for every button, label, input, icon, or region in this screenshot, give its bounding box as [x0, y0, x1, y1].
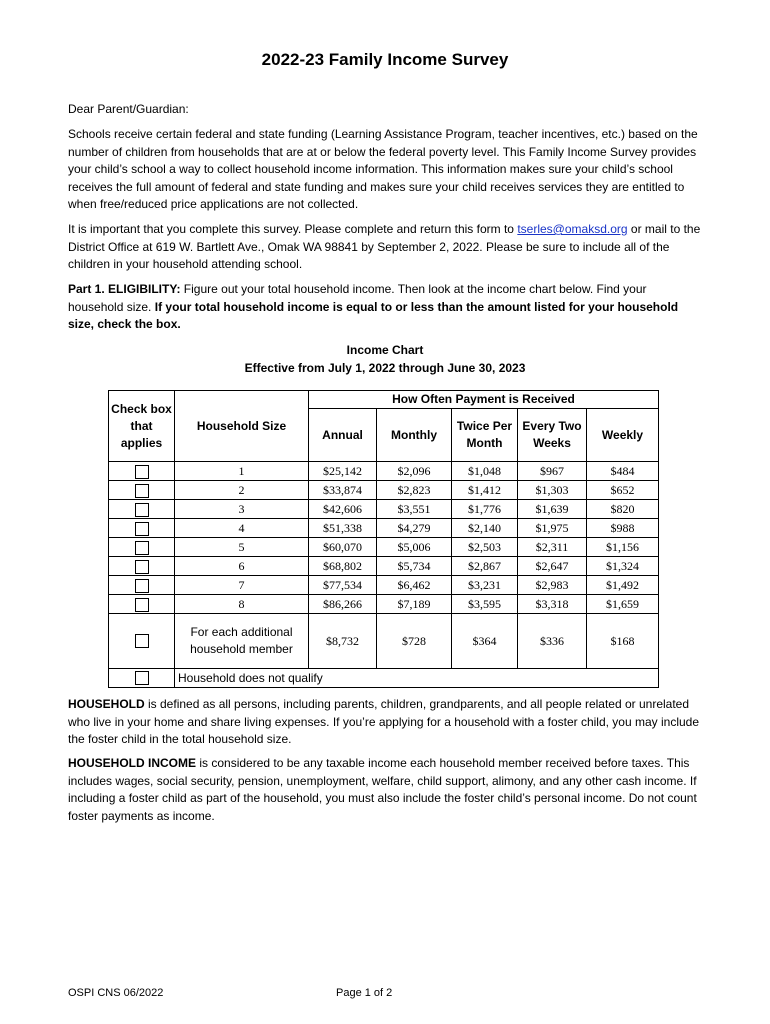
page-number: Page 1 of 2 [336, 987, 393, 999]
page-title: 2022-23 Family Income Survey [261, 50, 509, 69]
household-definition [68, 696, 702, 749]
monthly-value: $4,279 [377, 519, 452, 538]
part1-text: Figure out your total household income. Then look at the income chart below. Find your household size. [68, 282, 647, 314]
checkbox-additional[interactable] [135, 634, 149, 648]
checkbox-size-7[interactable] [135, 579, 149, 593]
additional-weekly: $168 [587, 614, 659, 669]
weekly-value: $652 [587, 481, 659, 500]
twice-monthly-value: $2,503 [452, 538, 518, 557]
household-size-value: 5 [175, 538, 309, 557]
payment-frequency-header: How Often Payment is Received [309, 391, 659, 409]
return-text-after: or mail to the District Office at 619 W. Bartlett Ave., Omak WA 98841 by September 2, 2022. Please be sure to include all of the children in your household attending school. [68, 222, 701, 271]
email-link[interactable]: tserles@omaksd.org [517, 222, 628, 236]
checkbox-cell [109, 481, 175, 500]
checkbox-cell [109, 538, 175, 557]
biweekly-value: $967 [518, 462, 587, 481]
twice-monthly-value: $1,412 [452, 481, 518, 500]
household-size-value: 3 [175, 500, 309, 519]
income-row [109, 557, 659, 576]
income-chart-table [108, 390, 659, 688]
biweekly-value: $1,975 [518, 519, 587, 538]
checkbox-cell [109, 595, 175, 614]
annual-value: $68,802 [309, 557, 377, 576]
weekly-value: $820 [587, 500, 659, 519]
checkbox-size-4[interactable] [135, 522, 149, 536]
biweekly-value: $2,311 [518, 538, 587, 557]
part1-label: Part 1. ELIGIBILITY: [68, 282, 181, 296]
weekly-value: $988 [587, 519, 659, 538]
chart-subtitle: Effective from July 1, 2022 through June 30, 2023 [244, 361, 526, 375]
income-row [109, 519, 659, 538]
twice-monthly-value: $2,140 [452, 519, 518, 538]
checkbox-size-6[interactable] [135, 560, 149, 574]
income-term: HOUSEHOLD INCOME [68, 756, 197, 770]
col-twice-per-month-header: Twice Per Month [452, 409, 518, 462]
biweekly-value: $1,303 [518, 481, 587, 500]
additional-annual: $8,732 [309, 614, 377, 669]
annual-value: $25,142 [309, 462, 377, 481]
checkbox-cell [109, 576, 175, 595]
not-qualify-checkbox-cell [109, 669, 175, 688]
household-size-header: Household Size [175, 391, 309, 462]
part1-paragraph [68, 281, 702, 334]
household-size-value: 2 [175, 481, 309, 500]
income-definition [68, 755, 702, 825]
monthly-value: $7,189 [377, 595, 452, 614]
twice-monthly-value: $1,048 [452, 462, 518, 481]
checkbox-cell [109, 462, 175, 481]
monthly-value: $2,096 [377, 462, 452, 481]
col-monthly-header: Monthly [377, 409, 452, 462]
checkbox-size-2[interactable] [135, 484, 149, 498]
income-row [109, 462, 659, 481]
checkbox-size-3[interactable] [135, 503, 149, 517]
col-every-two-weeks-header: Every Two Weeks [518, 409, 587, 462]
twice-monthly-value: $1,776 [452, 500, 518, 519]
weekly-value: $1,659 [587, 595, 659, 614]
household-size-value: 7 [175, 576, 309, 595]
return-paragraph [68, 221, 702, 274]
additional-member-label: For each additional household member [175, 614, 309, 669]
monthly-value: $5,734 [377, 557, 452, 576]
checkbox-cell [109, 557, 175, 576]
checkbox-size-5[interactable] [135, 541, 149, 555]
weekly-value: $1,492 [587, 576, 659, 595]
annual-value: $60,070 [309, 538, 377, 557]
weekly-value: $484 [587, 462, 659, 481]
checkbox-size-8[interactable] [135, 598, 149, 612]
biweekly-value: $2,647 [518, 557, 587, 576]
intro-paragraph: Schools receive certain federal and state funding (Learning Assistance Program, teacher incentives, etc.) based on the number of children from households that are at or below the federal poverty level. This Family Income Survey provides your child’s school a way to collect household income information. This information makes sure your child’s school receives the full amount of federal and state funding and makes sure your child receives services they are entitled to when free/reduced price applications are not collected. [68, 127, 698, 211]
additional-checkbox-cell [109, 614, 175, 669]
weekly-value: $1,324 [587, 557, 659, 576]
annual-value: $86,266 [309, 595, 377, 614]
annual-value: $33,874 [309, 481, 377, 500]
annual-value: $51,338 [309, 519, 377, 538]
biweekly-value: $3,318 [518, 595, 587, 614]
twice-monthly-value: $2,867 [452, 557, 518, 576]
twice-monthly-value: $3,595 [452, 595, 518, 614]
salutation: Dear Parent/Guardian: [68, 102, 189, 116]
income-row [109, 538, 659, 557]
household-size-value: 6 [175, 557, 309, 576]
not-qualify-label: Household does not qualify [175, 669, 659, 688]
household-size-value: 4 [175, 519, 309, 538]
annual-value: $77,534 [309, 576, 377, 595]
part1-instruction: If your total household income is equal to or less than the amount listed for your household size, check the box. [68, 299, 679, 331]
household-size-value: 8 [175, 595, 309, 614]
twice-monthly-value: $3,231 [452, 576, 518, 595]
household-def-text: is defined as all persons, including parents, children, grandparents, and all people related or unrelated who live in your home and share living expenses. If you’re applying for a household with a foster child, you may include the foster child in the total household size. [68, 697, 700, 746]
income-row [109, 576, 659, 595]
income-def-text: is considered to be any taxable income each household member received before taxes. This includes wages, social security, pension, unemployment, welfare, child support, alimony, and any other cash income. If including a foster child as part of the household, you must also include the foster child’s personal income. Do not count foster payments as income. [68, 756, 697, 823]
household-size-value: 1 [175, 462, 309, 481]
annual-value: $42,606 [309, 500, 377, 519]
income-row [109, 481, 659, 500]
checkbox-size-1[interactable] [135, 465, 149, 479]
weekly-value: $1,156 [587, 538, 659, 557]
form-code: OSPI CNS 06/2022 [68, 987, 164, 999]
monthly-value: $5,006 [377, 538, 452, 557]
monthly-value: $2,823 [377, 481, 452, 500]
additional-monthly: $728 [377, 614, 452, 669]
additional-biweekly: $336 [518, 614, 587, 669]
col-weekly-header: Weekly [587, 409, 659, 462]
return-text-before: It is important that you complete this survey. Please complete and return this form to [68, 222, 518, 236]
check-column-header: Check box that applies [109, 391, 175, 462]
checkbox-cell [109, 519, 175, 538]
chart-title: Income Chart [346, 343, 424, 357]
income-row [109, 500, 659, 519]
household-term: HOUSEHOLD [68, 697, 145, 711]
biweekly-value: $1,639 [518, 500, 587, 519]
checkbox-cell [109, 500, 175, 519]
biweekly-value: $2,983 [518, 576, 587, 595]
additional-twice-monthly: $364 [452, 614, 518, 669]
checkbox-not-qualify[interactable] [135, 671, 149, 685]
monthly-value: $3,551 [377, 500, 452, 519]
col-annual-header: Annual [309, 409, 377, 462]
income-row [109, 595, 659, 614]
monthly-value: $6,462 [377, 576, 452, 595]
